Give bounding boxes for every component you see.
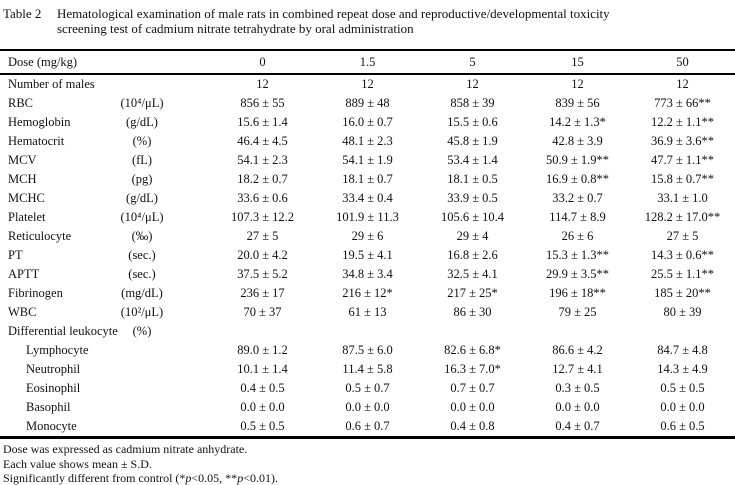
table-cell-value: 107.3 ± 12.2 <box>230 210 295 224</box>
table-row <box>0 113 735 132</box>
table-cell-value: 839 ± 56 <box>555 96 600 110</box>
table-cell-value: 216 ± 12* <box>342 286 393 300</box>
table-cell-value: 12.2 ± 1.1** <box>650 115 715 129</box>
table-cell-value: 33.9 ± 0.5 <box>447 191 498 205</box>
table-cell-value: 36.9 ± 3.6** <box>650 134 715 148</box>
row-values <box>186 191 735 206</box>
table-cell-value: 16.8 ± 2.6 <box>447 248 498 262</box>
table-cell-value: 128.2 ± 17.0** <box>644 210 721 224</box>
table-cell-value: 105.6 ± 10.4 <box>440 210 505 224</box>
row-values <box>186 343 735 358</box>
table-cell-value: 11.4 ± 5.8 <box>342 362 393 376</box>
table-cell-value: 773 ± 66** <box>654 96 711 110</box>
table-cell-value: 20.0 ± 4.2 <box>237 248 288 262</box>
table-cell-value: 29 ± 6 <box>351 229 384 243</box>
table-cell-value: 0.7 ± 0.7 <box>450 381 495 395</box>
table-cell-value: 33.2 ± 0.7 <box>552 191 603 205</box>
row-unit: (fL) <box>131 153 153 167</box>
row-unit: (10²/μL) <box>120 305 164 319</box>
table-cell-value: 15.5 ± 0.6 <box>447 115 498 129</box>
table-cell-value: 14.2 ± 1.3* <box>549 115 606 129</box>
table-cell-value: 25.5 ± 1.1** <box>650 267 715 281</box>
footnote-significance-mid: <0.05, ** <box>191 471 238 485</box>
table-cell-value: 61 ± 13 <box>348 305 387 319</box>
table-cell-value: 10.1 ± 1.4 <box>237 362 288 376</box>
row-unit: (10⁴/μL) <box>120 96 164 110</box>
table-cell-value: 0.5 ± 0.5 <box>660 381 705 395</box>
row-values <box>186 286 735 301</box>
row-label: Monocyte <box>26 419 77 433</box>
table-cell-value: 19.5 ± 4.1 <box>342 248 393 262</box>
row-unit: (sec.) <box>128 248 156 262</box>
table-cell-value: 0.4 ± 0.7 <box>555 419 600 433</box>
row-values <box>186 248 735 263</box>
table-cell-value: 217 ± 25* <box>447 286 498 300</box>
table-cell-value: 185 ± 20** <box>654 286 711 300</box>
row-values <box>186 153 735 168</box>
footnote-p2: p <box>237 471 244 485</box>
table-cell-value: 18.1 ± 0.5 <box>447 172 498 186</box>
table-body <box>0 75 735 436</box>
row-values <box>186 229 735 244</box>
row-label: Neutrophil <box>26 362 81 376</box>
row-label: Basophil <box>26 400 71 414</box>
table-cell-value: 47.7 ± 1.1** <box>650 153 715 167</box>
table-row <box>0 246 735 265</box>
table-row <box>0 94 735 113</box>
table-cell-value: 84.7 ± 4.8 <box>657 343 708 357</box>
dose-value: 5 <box>469 54 476 69</box>
table-cell-value: 26 ± 6 <box>561 229 594 243</box>
dose-value: 50 <box>676 54 689 69</box>
table-cell-value: 15.6 ± 1.4 <box>237 115 288 129</box>
row-label: PT <box>8 248 23 262</box>
row-values <box>186 210 735 225</box>
table-cell-value: 0.5 ± 0.7 <box>345 381 390 395</box>
row-label: MCHC <box>8 191 45 205</box>
table-cell-value: 87.5 ± 6.0 <box>342 343 393 357</box>
row-label: Hematocrit <box>8 134 65 148</box>
table-row <box>0 170 735 189</box>
table-cell-value: 15.8 ± 0.7** <box>650 172 715 186</box>
row-unit: (10⁴/μL) <box>120 210 164 224</box>
table-row <box>0 189 735 208</box>
row-values <box>186 419 735 434</box>
table-cell-value: 37.5 ± 5.2 <box>237 267 288 281</box>
table-cell-value: 12 <box>571 77 584 91</box>
table-cell-value: 33.1 ± 1.0 <box>657 191 708 205</box>
table-cell-value: 70 ± 37 <box>243 305 282 319</box>
footnote-dose: Dose was expressed as cadmium nitrate anhydrate. <box>3 442 248 456</box>
table-cell-value: 86.6 ± 4.2 <box>552 343 603 357</box>
table-cell-value: 14.3 ± 4.9 <box>657 362 708 376</box>
table-cell-value: 34.8 ± 3.4 <box>342 267 393 281</box>
table-cell-value: 16.9 ± 0.8** <box>545 172 610 186</box>
dose-header-row <box>0 51 735 75</box>
table-cell-value: 12 <box>676 77 689 91</box>
table-cell-value: 33.4 ± 0.4 <box>342 191 393 205</box>
row-label: Platelet <box>8 210 46 224</box>
table-cell-value: 27 ± 5 <box>246 229 279 243</box>
dose-value: 0 <box>259 54 266 69</box>
table-caption <box>0 0 735 51</box>
table-row <box>0 132 735 151</box>
row-values <box>186 96 735 111</box>
table-cell-value: 0.0 ± 0.0 <box>450 400 495 414</box>
table-cell-value: 16.3 ± 7.0* <box>444 362 501 376</box>
row-values <box>186 77 735 92</box>
table-cell-value: 18.1 ± 0.7 <box>342 172 393 186</box>
table-cell-value: 0.0 ± 0.0 <box>345 400 390 414</box>
row-values <box>186 267 735 282</box>
row-values <box>186 381 735 396</box>
dose-values <box>186 55 735 70</box>
table-cell-value: 196 ± 18** <box>549 286 606 300</box>
table-cell-value: 79 ± 25 <box>558 305 597 319</box>
table-cell-value: 0.0 ± 0.0 <box>555 400 600 414</box>
table-row <box>0 151 735 170</box>
table-title <box>57 6 731 49</box>
table-row <box>0 379 735 398</box>
table-cell-value: 858 ± 39 <box>450 96 495 110</box>
footnote-p1: p <box>185 471 192 485</box>
row-unit: (pg) <box>131 172 153 186</box>
row-values <box>186 400 735 415</box>
table-cell-value: 0.4 ± 0.8 <box>450 419 495 433</box>
row-unit: (%) <box>132 324 152 338</box>
table-cell-value: 236 ± 17 <box>240 286 285 300</box>
row-label: Eosinophil <box>26 381 81 395</box>
table-cell-value: 33.6 ± 0.6 <box>237 191 288 205</box>
table-cell-value: 0.0 ± 0.0 <box>660 400 705 414</box>
table-cell-value: 48.1 ± 2.3 <box>342 134 393 148</box>
table-cell-value: 0.0 ± 0.0 <box>240 400 285 414</box>
row-label: MCV <box>8 153 37 167</box>
table-cell-value: 54.1 ± 1.9 <box>342 153 393 167</box>
table-cell-value: 54.1 ± 2.3 <box>237 153 288 167</box>
row-label: RBC <box>8 96 34 110</box>
table-row <box>0 75 735 94</box>
table-cell-value: 14.3 ± 0.6** <box>650 248 715 262</box>
table-cell-value: 12 <box>256 77 269 91</box>
dose-label: Dose (mg/kg) <box>8 54 78 69</box>
row-label: Reticulocyte <box>8 229 72 243</box>
table-cell-value: 18.2 ± 0.7 <box>237 172 288 186</box>
table-cell-value: 80 ± 39 <box>663 305 702 319</box>
table-cell-value: 0.5 ± 0.5 <box>240 419 285 433</box>
table-cell-value: 12 <box>466 77 479 91</box>
table-cell-value: 856 ± 55 <box>240 96 285 110</box>
table-cell-value: 0.3 ± 0.5 <box>555 381 600 395</box>
row-unit: (g/dL) <box>126 191 158 205</box>
row-label: Number of males <box>8 77 95 91</box>
row-values <box>186 172 735 187</box>
table-row <box>0 284 735 303</box>
row-values <box>186 305 735 320</box>
table-cell-value: 0.6 ± 0.7 <box>345 419 390 433</box>
row-label: Hemoglobin <box>8 115 71 129</box>
table-title-line1: Hematological examination of male rats in combined repeat dose and reproductive/developmental toxicity <box>57 6 610 21</box>
dose-value: 15 <box>571 54 584 69</box>
table-cell-value: 16.0 ± 0.7 <box>342 115 393 129</box>
table-cell-value: 53.4 ± 1.4 <box>447 153 498 167</box>
table-cell-value: 45.8 ± 1.9 <box>447 134 498 148</box>
table-row <box>0 360 735 379</box>
table-cell-value: 86 ± 30 <box>453 305 492 319</box>
footnote-mean-sd: Each value shows mean ± S.D. <box>3 456 152 471</box>
table-cell-value: 0.6 ± 0.5 <box>660 419 705 433</box>
table-title-line2: screening test of cadmium nitrate tetrahydrate by oral administration <box>57 21 414 36</box>
table-number: Table 2 <box>3 6 42 21</box>
row-values <box>186 362 735 377</box>
row-values <box>186 115 735 130</box>
row-label: WBC <box>8 305 37 319</box>
dose-value: 1.5 <box>359 54 376 69</box>
table-row <box>0 417 735 436</box>
footnote-significance <box>3 471 735 485</box>
row-label: MCH <box>8 172 37 186</box>
table-cell-value: 15.3 ± 1.3** <box>545 248 610 262</box>
row-values <box>186 134 735 149</box>
row-label: Lymphocyte <box>26 343 89 357</box>
row-label: APTT <box>8 267 40 281</box>
table-row <box>0 227 735 246</box>
table-row <box>0 208 735 227</box>
footnote-significance-pre: Significantly different from control (* <box>3 471 186 485</box>
row-unit: (g/dL) <box>126 115 158 129</box>
table-cell-value: 27 ± 5 <box>666 229 699 243</box>
table-cell-value: 50.9 ± 1.9** <box>545 153 610 167</box>
table-cell-value: 29.9 ± 3.5** <box>545 267 610 281</box>
table-cell-value: 889 ± 48 <box>345 96 390 110</box>
row-unit: (sec.) <box>128 267 156 281</box>
row-label: Differential leukocyte <box>8 324 118 338</box>
table-row <box>0 398 735 417</box>
table-cell-value: 114.7 ± 8.9 <box>549 210 606 224</box>
table-row <box>0 341 735 360</box>
table-cell-value: 46.4 ± 4.5 <box>237 134 288 148</box>
table-row <box>0 265 735 284</box>
row-unit: (‰) <box>131 229 153 243</box>
table-cell-value: 101.9 ± 11.3 <box>336 210 399 224</box>
table-row <box>0 322 735 341</box>
table-cell-value: 12.7 ± 4.1 <box>552 362 603 376</box>
row-label: Fibrinogen <box>8 286 63 300</box>
table-cell-value: 12 <box>361 77 374 91</box>
table-footnotes <box>0 439 735 485</box>
table-row <box>0 303 735 322</box>
table-cell-value: 42.8 ± 3.9 <box>552 134 603 148</box>
footnote-significance-post: <0.01). <box>243 471 278 485</box>
row-unit: (%) <box>132 134 152 148</box>
table-cell-value: 29 ± 4 <box>456 229 489 243</box>
table-cell-value: 32.5 ± 4.1 <box>447 267 498 281</box>
table-cell-value: 0.4 ± 0.5 <box>240 381 285 395</box>
table-cell-value: 89.0 ± 1.2 <box>237 343 288 357</box>
table-cell-value: 82.6 ± 6.8* <box>444 343 501 357</box>
row-unit: (mg/dL) <box>121 286 163 300</box>
